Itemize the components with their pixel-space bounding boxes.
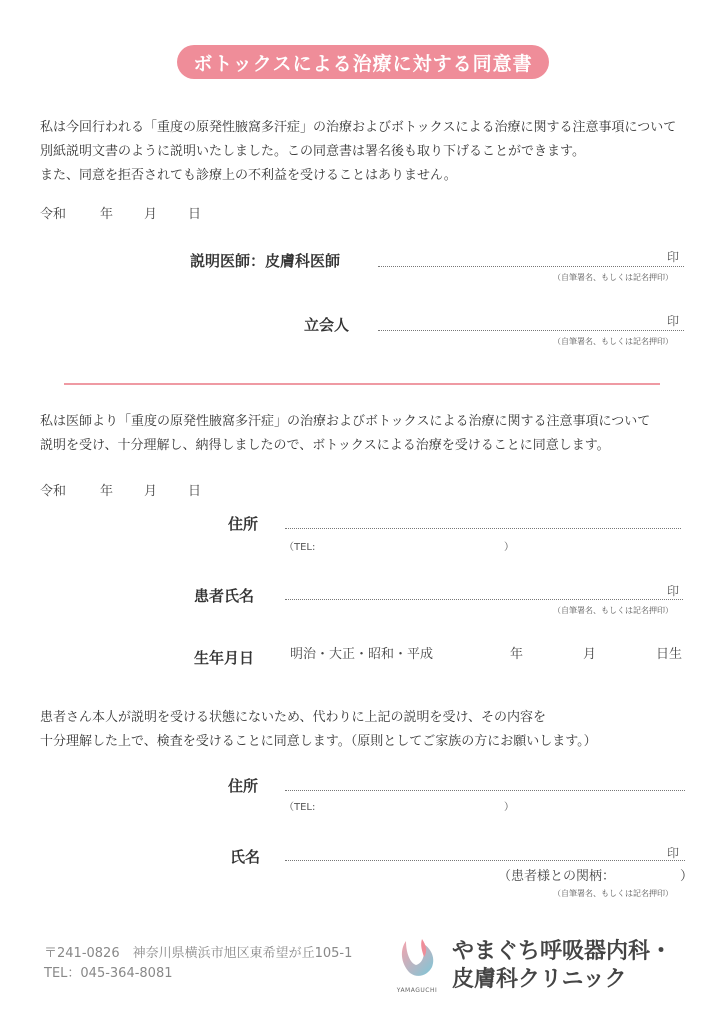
- signature-note: （自筆署名、もしくは記名押印）: [553, 889, 673, 898]
- date-era: 令和: [40, 207, 67, 222]
- date-month: 月: [144, 207, 158, 222]
- patient-name-label: 患者氏名: [194, 587, 255, 605]
- clinic-name-line: 皮膚科クリニック: [452, 967, 627, 992]
- proxy-statement-line: 患者さん本人が説明を受ける状態にないため、代わりに上記の説明を受け、その内容を: [40, 710, 546, 725]
- clinic-logo: [392, 933, 442, 993]
- seal-mark: 印: [667, 250, 680, 264]
- date-day: 日: [188, 207, 202, 222]
- birthdate-label: 生年月日: [194, 649, 255, 667]
- clinic-address: [44, 944, 352, 984]
- proxy-statement-line: 十分理解した上で、検査を受けることに同意します。（原則としてご家族の方にお願いします。）: [40, 734, 597, 749]
- clinic-name-line: やまぐち呼吸器内科・: [452, 939, 673, 964]
- date-era: 令和: [40, 484, 67, 499]
- clinic-postal-address: 〒241-0826 神奈川県横浜市旭区東希望が丘105-1: [44, 946, 353, 961]
- date-year: 年: [100, 207, 114, 222]
- signature-note: （自筆署名、もしくは記名押印）: [553, 337, 673, 346]
- birth-month: 月: [583, 647, 597, 662]
- address-label: 住所: [228, 777, 259, 795]
- tel-open: （TEL:: [284, 542, 316, 553]
- date-line: [40, 480, 240, 498]
- date-month: 月: [144, 484, 158, 499]
- birth-day: 日生: [656, 647, 683, 662]
- address-label: 住所: [228, 515, 259, 533]
- witness-label: 立会人: [304, 316, 350, 334]
- tel-close: ）: [504, 542, 514, 553]
- signature-note: （自筆署名、もしくは記名押印）: [553, 606, 673, 615]
- date-day: 日: [188, 484, 202, 499]
- seal-mark: 印: [667, 846, 680, 860]
- clinic-name: [452, 938, 672, 994]
- doctor-statement: [40, 116, 676, 188]
- logo-text: YAMAGUCHI: [396, 987, 438, 994]
- proxy-address-field[interactable]: [285, 790, 685, 791]
- tel-close: ）: [504, 802, 514, 813]
- clinic-logo-icon: [392, 933, 442, 983]
- document-title: ボトックスによる治療に対する同意書: [177, 45, 549, 79]
- doctor-label: 説明医師：皮膚科医師: [190, 252, 341, 270]
- doctor-statement-line: 私は今回行われる「重度の原発性腋窩多汗症」の治療およびボトックスによる治療に関する注意事項について: [40, 120, 677, 135]
- birth-eras: 明治・大正・昭和・平成: [290, 647, 434, 662]
- tel-open: （TEL:: [284, 802, 316, 813]
- patient-statement-line: 説明を受け、十分理解し、納得しましたので、ボトックスによる治療を受けることに同意します。: [40, 438, 610, 453]
- date-year: 年: [100, 484, 114, 499]
- signature-note: （自筆署名、もしくは記名押印）: [553, 273, 673, 282]
- seal-mark: 印: [667, 314, 680, 328]
- proxy-name-label: 氏名: [230, 848, 261, 866]
- date-line: [40, 203, 240, 221]
- address-field[interactable]: [285, 528, 681, 529]
- patient-statement-line: 私は医師より「重度の原発性腋窩多汗症」の治療およびボトックスによる治療に関する注意事項について: [40, 414, 651, 429]
- clinic-tel: TEL：045-364-8081: [44, 966, 173, 981]
- relation-open: （患者様との関柄：: [498, 869, 616, 884]
- birth-year: 年: [510, 647, 524, 662]
- doctor-statement-line: また、同意を拒否されても診療上の不利益を受けることはありません。: [40, 168, 457, 183]
- doctor-statement-line: 別紙説明文書のように説明いたしました。この同意書は署名後も取り下げることができます。: [40, 144, 585, 159]
- proxy-name-field[interactable]: [285, 860, 685, 861]
- seal-mark: 印: [667, 584, 680, 598]
- patient-statement: [40, 410, 650, 458]
- proxy-statement: [40, 706, 597, 754]
- witness-signature-line[interactable]: [378, 330, 684, 331]
- patient-name-field[interactable]: [285, 599, 683, 600]
- relation-close: ）: [680, 869, 694, 884]
- section-divider: [64, 383, 660, 385]
- doctor-signature-line[interactable]: [378, 266, 684, 267]
